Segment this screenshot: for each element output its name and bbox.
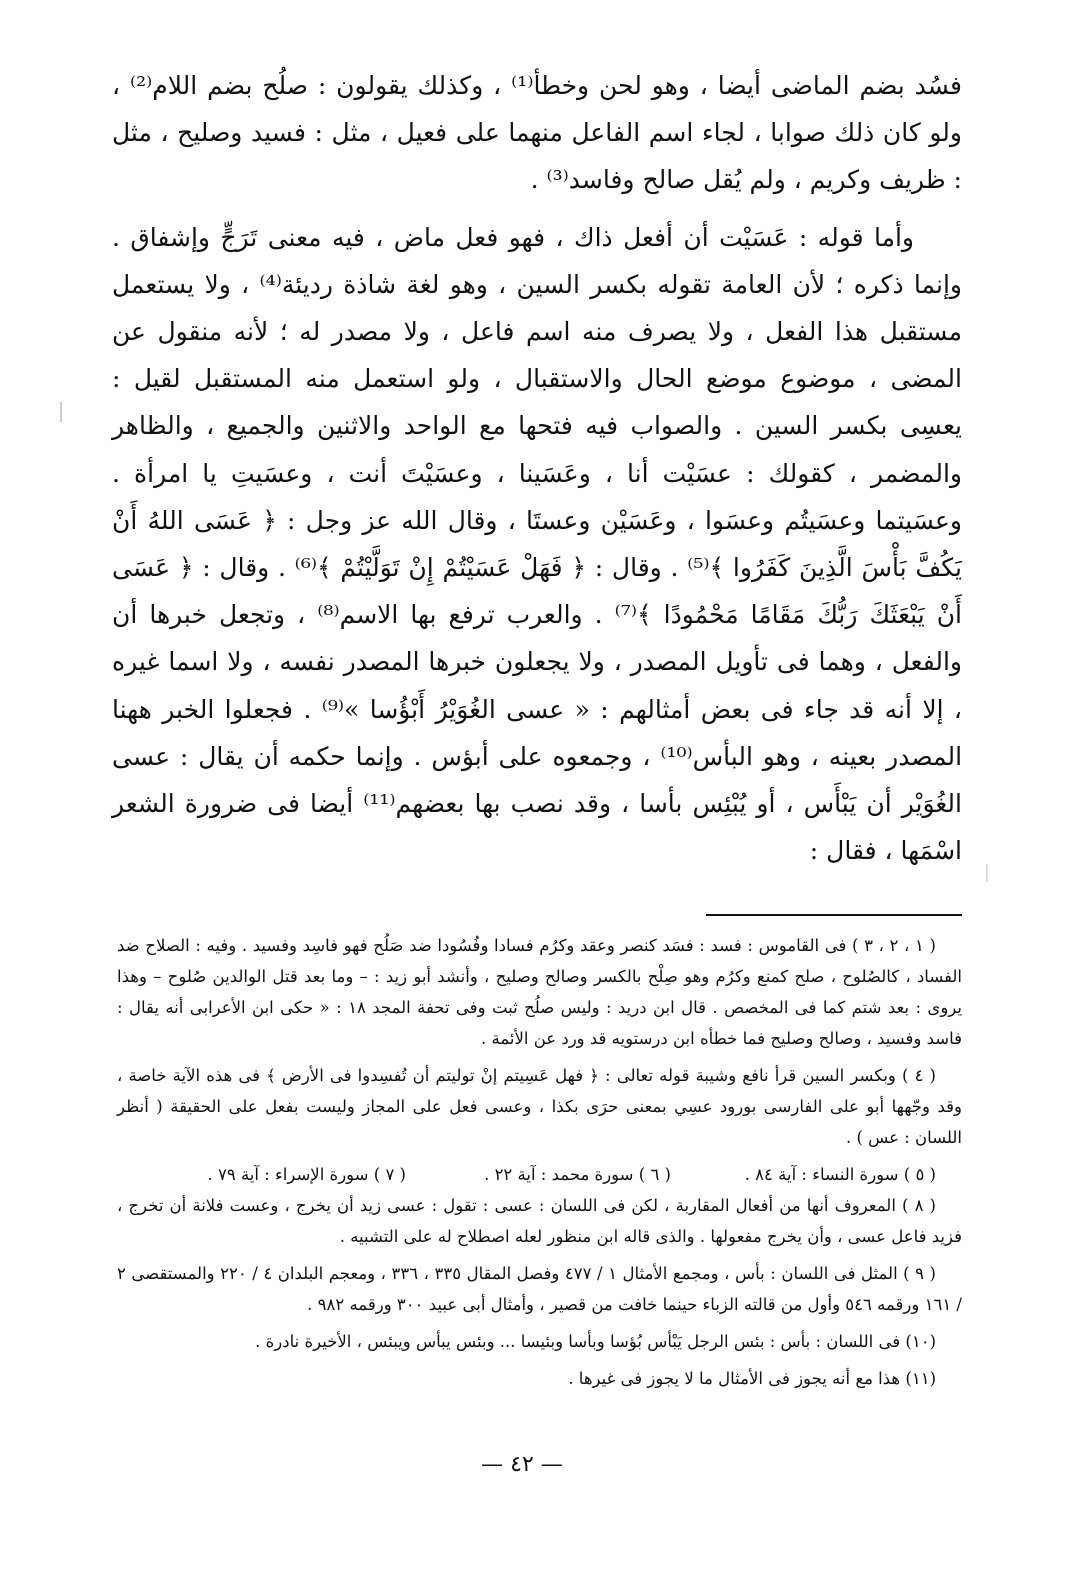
footnote-10: (١٠) فى اللسان : بأس : بئس الرجل يَبْأس بُؤسا وبأسا وبئيسا ... وبئس يبأس ويبئس ، الأخيرة نادرة . — [255, 1332, 936, 1351]
footnotes — [117, 930, 962, 1394]
margin-mark — [986, 864, 988, 882]
footnote-5: ( ٥ ) سورة النساء : آية ٨٤ . — [744, 1165, 936, 1184]
page-number-text: — ٤٢ — — [481, 1452, 563, 1477]
margin-mark — [60, 402, 62, 422]
footnote-8: ( ٨ ) المعروف أنها من أفعال المقاربة ، لكن فى اللسان : عسى : تقول : عسى زيد أن يخرج ، وعست فلانة أن تخرج ، فزيد فاعل عسى ، وأن يخرج مفعولها . والذى قاله ابن منظور لعله اصطلاح له على التشبيه . — [117, 1196, 962, 1246]
footnote-4: ( ٤ ) وبكسر السين قرأ نافع وشيبة قوله تعالى : ﴿ فهل عَسِيتم إنْ توليتم أن تُفسِدوا فى الأرض ﴾ فى هذه الآية خاصة ، وقد وجّهها أبو على الفارسى بورود عسِي بمعنى حرَى بكذا ، وعسى فعل على المجاز وليست بفعل على الحقيقة ( أنظر اللسان : عس ) . — [117, 1066, 962, 1147]
footnote-6: ( ٦ ) سورة محمد : آية ٢٢ . — [484, 1165, 671, 1184]
footnote-7: ( ٧ ) سورة الإسراء : آية ٧٩ . — [207, 1165, 406, 1184]
main-text — [112, 62, 962, 874]
page-number — [0, 1452, 1092, 1477]
footnote-9: ( ٩ ) المثل فى اللسان : بأس ، ومجمع الأمثال ١ / ٤٧٧ وفصل المقال ٣٣٥ ، ٣٣٦ ، ومعجم البلدان ٤ / ٢٢٠ والمستقصى ٢ / ١٦١ ورقمه ٥٤٦ وأول من قالته الزباء حينما خافت من قصير ، وأمثال أبى عبيد ٣٠٠ ورقمه ٩٨٢ . — [117, 1264, 962, 1314]
footnote-11: (١١) هذا مع أنه يجوز فى الأمثال ما لا يجوز فى غيرها . — [568, 1369, 936, 1388]
footnote-separator — [706, 914, 962, 916]
paragraph-2: وأما قوله : عَسَيْت أن أفعل ذاك ، فهو فعل ماض ، فيه معنى تَرَجٍّ وإشفاق . وإنما ذكره ؛ لأن العامة تقوله بكسر السين ، وهو لغة شاذة رديئة⁽⁴⁾ ، ولا يستعمل مستقبل هذا الفعل ، ولا يصرف منه اسم فاعل ، ولا مصدر له ؛ لأنه منقول عن المضى ، موضوع موضع الحال والاستقبال ، ولو استعمل منه المستقبل لقيل : يعسِى بكسر السين . والصواب فيه فتحها مع الواحد والاثنين والجميع ، والظاهر والمضمر ، كقولك : عسَيْت أنا ، وعَسَينا ، وعسَيْتَ أنت ، وعسَيتِ يا امرأة . وعسَيتما وعسَيتُم وعسَوا ، وعَسَيْن وعستَا ، وقال الله عز وجل : ﴿ عَسَى اللهُ أَنْ يَكُفَّ بَأْسَ الَّذِينَ كَفَرُوا ﴾⁽⁵⁾ . وقال : ﴿ فَهَلْ عَسَيْتُمْ إِنْ تَوَلَّيْتُمْ ﴾⁽⁶⁾ . وقال : ﴿ عَسَى أَنْ يَبْعَثَكَ رَبُّكَ مَقَامًا مَحْمُودًا ﴾⁽⁷⁾ . والعرب ترفع بها الاسم⁽⁸⁾ ، وتجعل خبرها أن والفعل ، وهما فى تأويل المصدر ، ولا يجعلون خبرها المصدر نفسه ، ولا اسما غيره ، إلا أنه قد جاء فى بعض أمثالهم : « عسى الغُوَيْرُ أَبْؤُسا »⁽⁹⁾ . فجعلوا الخبر ههنا المصدر بعينه ، وهو البأس⁽¹⁰⁾ ، وجمعوه على أبؤس . وإنما حكمه أن يقال : عسى الغُوَيْر أن يَبْأَس ، أو يُبْئِس بأسا ، وقد نصب بها بعضهم⁽¹¹⁾ أيضا فى ضرورة الشعر اسْمَها ، فقال : — [112, 222, 963, 866]
paragraph-1: فسُد بضم الماضى أيضا ، وهو لحن وخطأ⁽¹⁾ ، وكذلك يقولون : صلُح بضم اللام⁽²⁾ ، ولو كان ذلك صوابا ، لجاء اسم الفاعل منهما على فعيل ، مثل : فسيد وصليح ، مثل : ظريف وكريم ، ولم يُقل صالح وفاسد⁽³⁾ . — [112, 71, 962, 195]
footnote-1-3: ( ١ ، ٢ ، ٣ ) فى القاموس : فسد : فسَد كنصر وعقد وكرُم فسادا وفُسُودا ضد صَلُح فهو فاسِد وفسيد . وفيه : الصلاح ضد الفساد ، كالصُلوح ، صلح كمنع وكرُم وهو صِلْح بالكسر وصالح وصليح ، وأنشد أبو زيد : – وما بعد قتل الوالدين صُلوح – وهذا يروى : بعد شتم كما فى المخصص . قال ابن دريد : وليس صلُح ثبت وفى تحفة المجد ١٨ : « حكى ابن الأعرابى أنه يقال : فاسد وفسيد ، وصالح وصليح فما خطأه ابن درستويه قد ورد عن الأئمة . — [117, 936, 963, 1048]
footnote-row-5-7 — [117, 1159, 962, 1190]
